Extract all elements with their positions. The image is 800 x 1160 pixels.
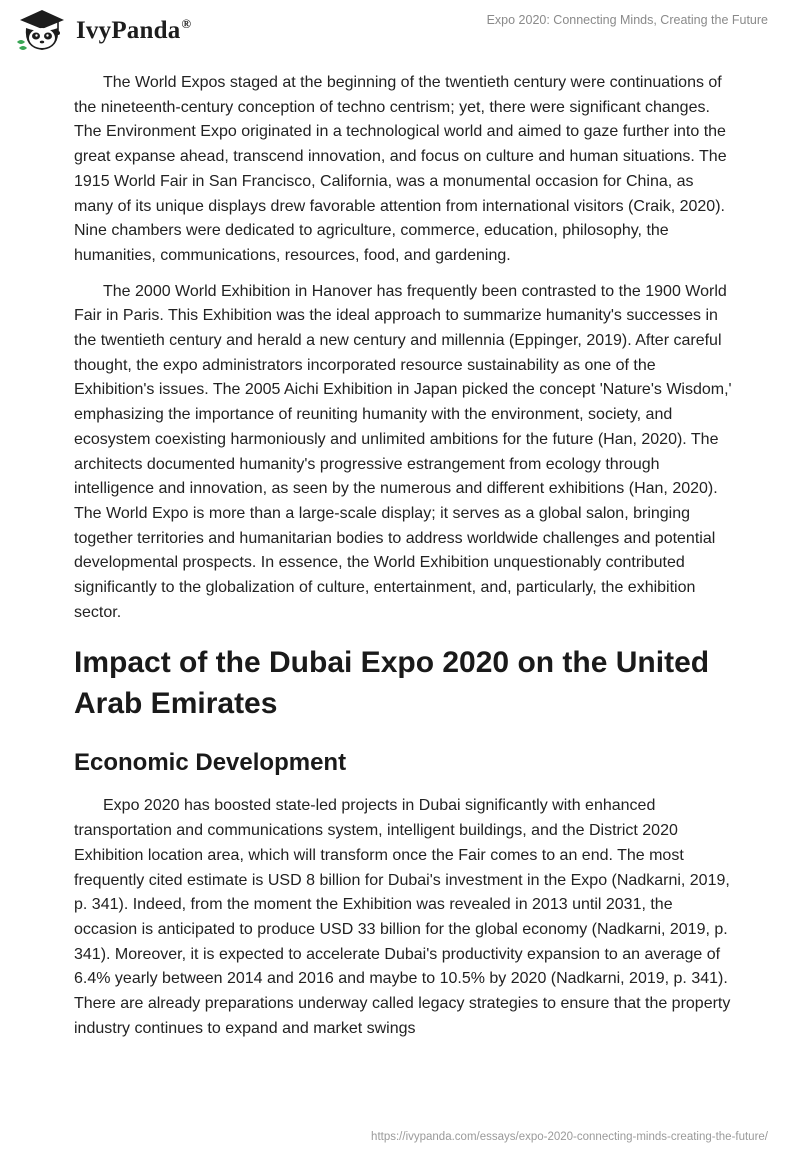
logo-wordmark <box>76 16 191 45</box>
paragraph-world-expos: The World Expos staged at the beginning of the twentieth century were continuations of the nineteenth-century conception of techno centrism; yet, there were significant changes. The Environment Expo originated in a technological world and aimed to gaze further into the great expanse ahead, transcend innovation, and focus on culture and human situations. The 1915 World Fair in San Francisco, California, was a monumental occasion for China, as many of its unique displays drew favorable attention from international visitors (Craik, 2020). Nine chambers were dedicated to agriculture, commerce, education, philosophy, the humanities, communications, resources, food, and gardening. <box>74 74 727 264</box>
logo-text: IvyPanda <box>76 16 181 44</box>
essay-content <box>74 71 734 1053</box>
panda-graduation-cap-icon <box>14 8 70 52</box>
registered-mark: ® <box>181 15 192 31</box>
ivypanda-logo[interactable] <box>14 8 191 52</box>
heading-impact-dubai-expo: Impact of the Dubai Expo 2020 on the United Arab Emirates <box>74 646 710 721</box>
running-title: Expo 2020: Connecting Minds, Creating the Future <box>486 13 768 27</box>
heading-economic-development: Economic Development <box>74 749 347 777</box>
source-url[interactable]: https://ivypanda.com/essays/expo-2020-connecting-minds-creating-the-future/ <box>371 1131 768 1143</box>
paragraph-economic-development: Expo 2020 has boosted state-led projects in Dubai significantly with enhanced transportation and communications system, intelligent buildings, and the District 2020 Exhibition location area, which will transform once the Fair comes to an end. The most frequently cited estimate is USD 8 billion for Dubai's investment in the Expo (Nadkarni, 2019, p. 341). Indeed, from the moment the Exhibition was revealed in 2013 until 2031, the occasion is anticipated to produce USD 33 billion for the global economy (Nadkarni, 2019, p. 341). Moreover, it is expected to accelerate Dubai's productivity expansion to an average of 6.4% yearly between 2014 and 2016 and maybe to 10.5% by 2020 (Nadkarni, 2019, p. 341). There are already preparations underway called legacy strategies to ensure that the property industry continues to expand and market swings <box>74 797 731 1037</box>
page-header <box>0 0 800 60</box>
paragraph-hanover-exhibition: The 2000 World Exhibition in Hanover has frequently been contrasted to the 1900 World Fair in Paris. This Exhibition was the ideal approach to summarize humanity's successes in the twentieth century and herald a new century and millennia (Eppinger, 2019). After careful thought, the expo administrators incorporated resource sustainability as one of the Exhibition's issues. The 2005 Aichi Exhibition in Japan picked the concept 'Nature's Wisdom,' emphasizing the importance of reuniting humanity with the environment, society, and ecosystem coexisting harmoniously and unlimited ambitions for the future (Han, 2020). The architects documented humanity's progressive estrangement from ecology through intelligence and innovation, as seen by the numerous and different exhibitions (Han, 2020). The World Expo is more than a large-scale display; it serves as a global salon, bringing together territories and humanitarian bodies to address worldwide challenges and potential developmental prospects. In essence, the World Exhibition unquestionably contributed significantly to the globalization of culture, entertainment, and, particularly, the exhibition sector. <box>74 282 732 621</box>
